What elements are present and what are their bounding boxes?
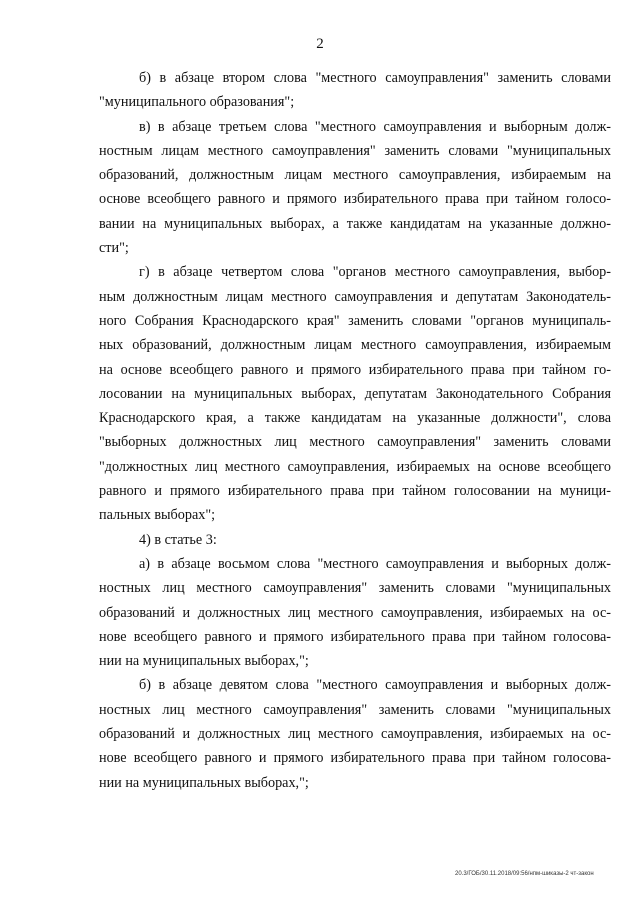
text-line: ностных лиц местного самоуправления" заменить словами "муниципальных	[99, 580, 611, 597]
text-line: нии на муниципальных выборах,";	[99, 774, 309, 791]
text-line: ностных лиц местного самоуправления" заменить словами "муниципальных	[99, 701, 611, 718]
text-line: равного и прямого избирательного права при тайном голосовании на муници-	[99, 483, 611, 500]
text-line: "выборных должностных лиц местного самоуправления" заменить словами	[99, 434, 611, 451]
text-line: б) в абзаце втором слова "местного самоуправления" заменить словами	[139, 70, 611, 86]
text-line: г) в абзаце четвертом слова "органов местного самоуправления, выбор-	[139, 264, 611, 281]
text-line: пальных выборах";	[99, 507, 216, 524]
text-line: нове всеобщего равного и прямого избирательного права при тайном голосова-	[99, 628, 611, 645]
text-line: в) в абзаце третьем слова "местного самоуправления и выборным долж-	[139, 118, 611, 135]
text-line: образований и должностных лиц местного самоуправления, избираемых на ос-	[99, 726, 611, 743]
text-line: Краснодарского края, а также кандидатам на указанные должности", слова	[99, 410, 611, 427]
paragraph-p-v1	[99, 115, 611, 261]
page-number: 2	[316, 36, 324, 52]
text-line: ным должностным лицам местного самоуправления и депутатам Законодатель-	[99, 288, 611, 305]
text-line: ных образований, должностным лицам местного самоуправления, избираемым	[99, 337, 611, 354]
document-footer-code: 20.3/ГОБ/30.11.2018/09:56/нпм-шиказы-2 чт-закон	[455, 871, 594, 877]
paragraph-p-4	[99, 528, 611, 552]
text-line: б) в абзаце девятом слова "местного самоуправления и выборных долж-	[139, 677, 611, 694]
text-line: нове всеобщего равного и прямого избирательного права при тайном голосова-	[99, 750, 611, 767]
text-line: "должностных лиц местного самоуправления, избираемых на основе всеобщего	[99, 458, 611, 475]
document-body	[99, 66, 611, 795]
text-line: основе всеобщего равного и прямого избирательного права при тайном голосо-	[99, 191, 611, 208]
paragraph-p-b2	[99, 673, 611, 794]
paragraph-p-a2	[99, 552, 611, 673]
text-line: ного Собрания Краснодарского края" заменить словами "органов муниципаль-	[99, 312, 611, 329]
text-line: ностным лицам местного самоуправления" заменить словами "муниципальных	[99, 142, 611, 159]
paragraph-p-b1	[99, 66, 611, 115]
text-line: "муниципального образования";	[99, 94, 295, 111]
text-line: лосовании на муниципальных выборах, депутатам Законодательного Собрания	[99, 385, 611, 402]
text-line: а) в абзаце восьмом слова "местного самоуправления и выборных долж-	[139, 555, 611, 572]
text-line: 4) в статье 3:	[139, 531, 217, 548]
text-line: нии на муниципальных выборах,";	[99, 653, 309, 670]
text-line: образований, должностным лицам местного самоуправления, избираемым на	[99, 167, 611, 184]
text-line: вании на муниципальных выборах, а также кандидатам на указанные должно-	[99, 215, 611, 232]
paragraph-p-g1	[99, 260, 611, 527]
text-line: образований и должностных лиц местного самоуправления, избираемых на ос-	[99, 604, 611, 621]
text-line: сти";	[99, 240, 129, 257]
text-line: на основе всеобщего равного и прямого избирательного права при тайном го-	[99, 361, 611, 378]
